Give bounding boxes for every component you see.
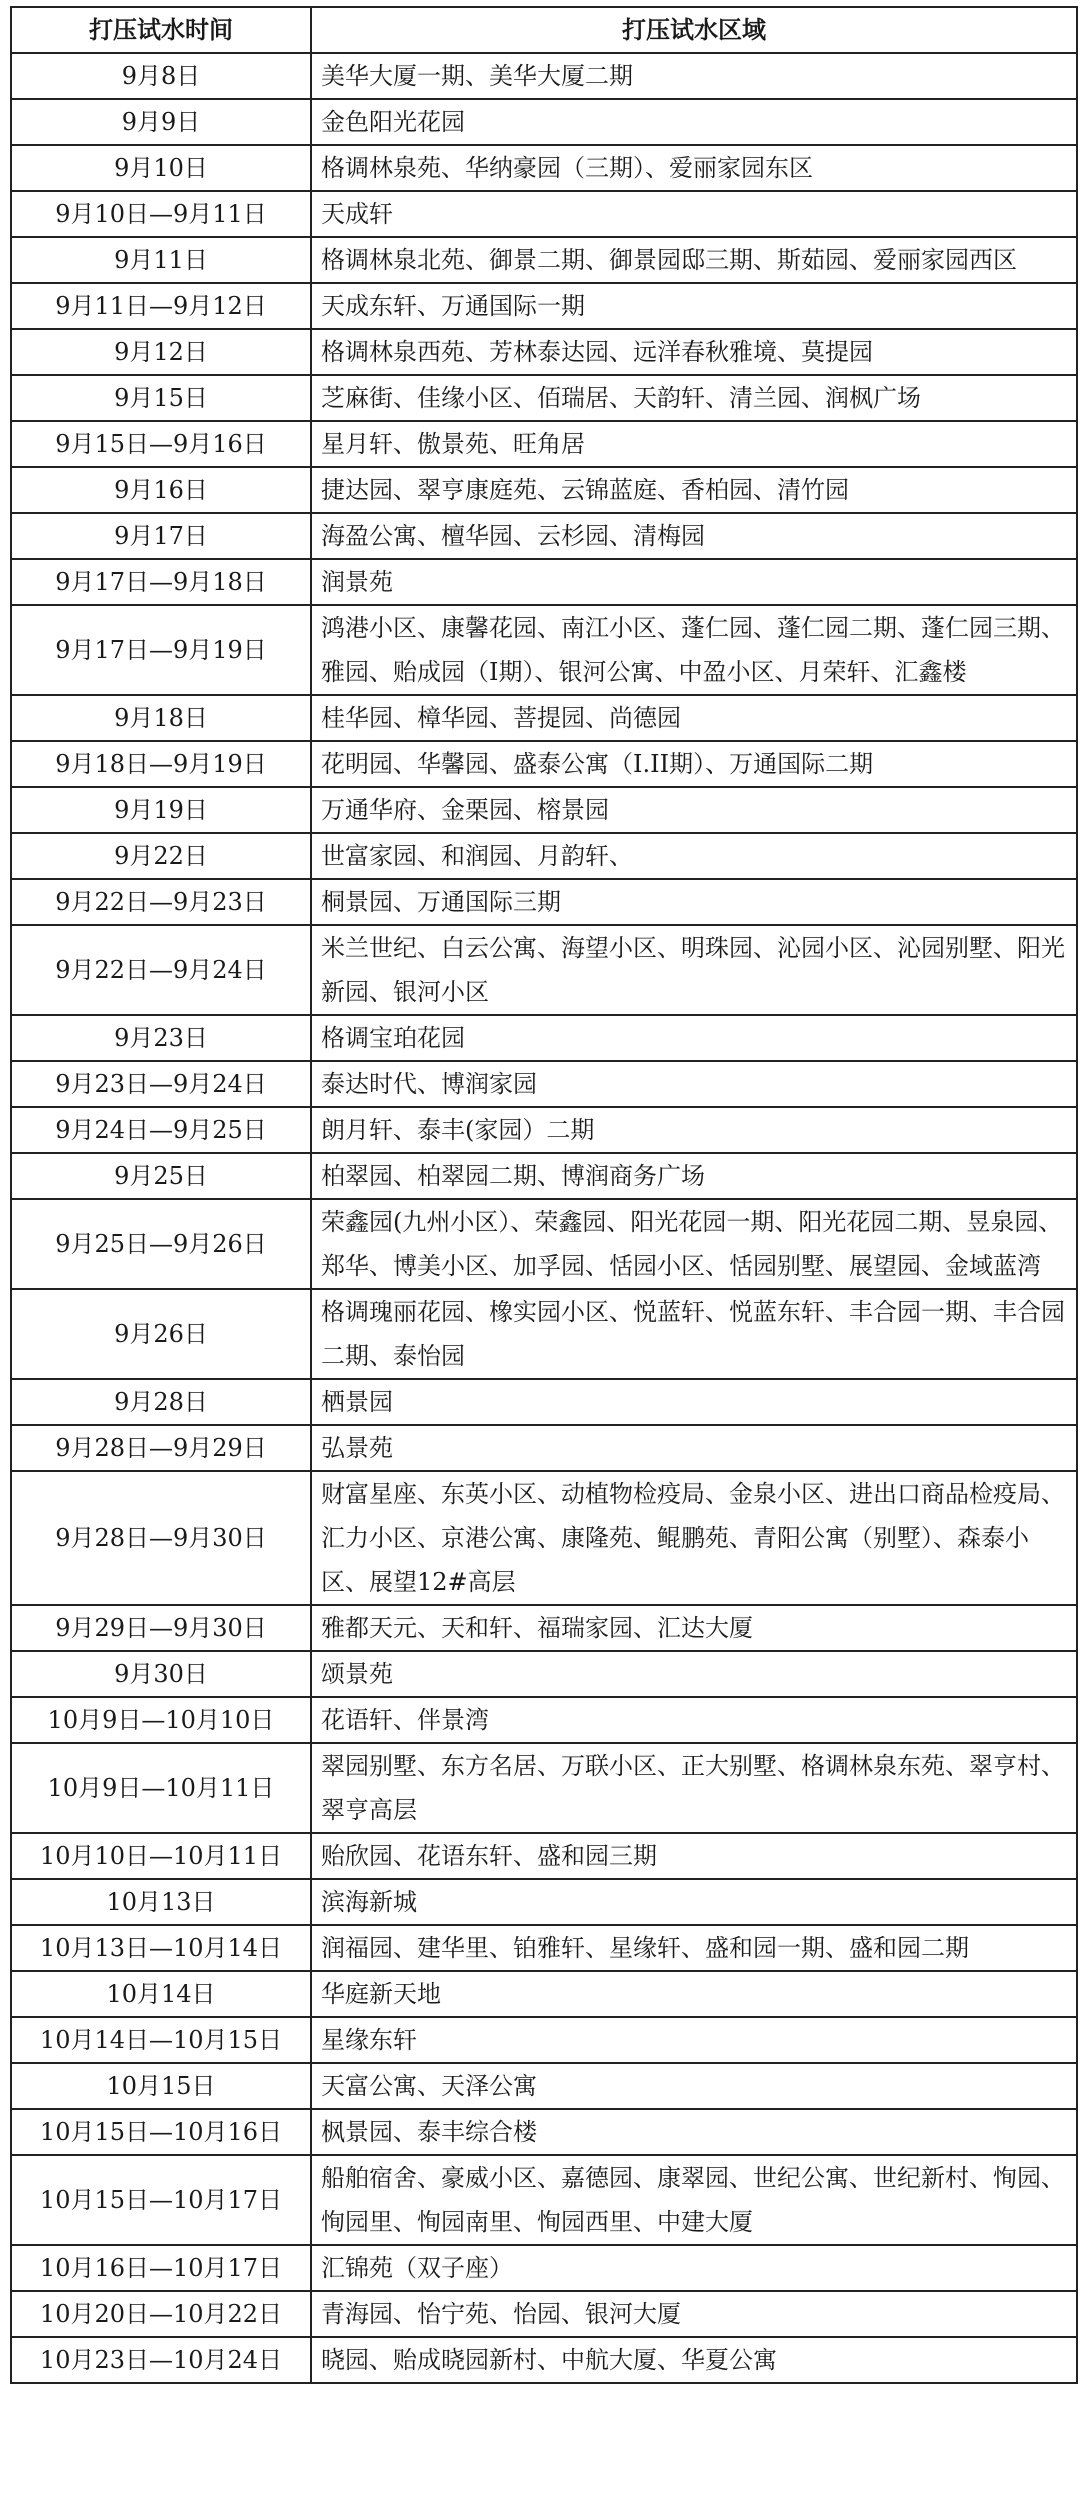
test-time-cell: 9月22日 xyxy=(11,833,311,879)
table-row xyxy=(11,467,1077,513)
table-row xyxy=(11,833,1077,879)
test-time-cell: 9月23日 xyxy=(11,1015,311,1061)
test-time-cell: 9月28日 xyxy=(11,1379,311,1425)
table-row xyxy=(11,1289,1077,1379)
table-row xyxy=(11,1199,1077,1289)
table-row xyxy=(11,1971,1077,2017)
table-row xyxy=(11,1879,1077,1925)
test-area-cell: 天富公寓、天泽公寓 xyxy=(311,2063,1077,2109)
table-row xyxy=(11,421,1077,467)
test-area-cell: 荣鑫园(九州小区）、荣鑫园、阳光花园一期、阳光花园二期、昱泉园、郑华、博美小区、加孚园、恬园小区、恬园别墅、展望园、金域蓝湾 xyxy=(311,1199,1077,1289)
table-row xyxy=(11,1925,1077,1971)
test-time-cell: 10月15日—10月16日 xyxy=(11,2109,311,2155)
test-time-cell: 9月22日—9月23日 xyxy=(11,879,311,925)
table-row xyxy=(11,191,1077,237)
table-row xyxy=(11,2063,1077,2109)
table-row xyxy=(11,1015,1077,1061)
table-row xyxy=(11,145,1077,191)
test-time-cell: 9月17日—9月19日 xyxy=(11,605,311,695)
table-row xyxy=(11,1107,1077,1153)
test-area-cell: 汇锦苑（双子座） xyxy=(311,2245,1077,2291)
header-test-area: 打压试水区域 xyxy=(311,7,1077,53)
table-row xyxy=(11,1743,1077,1833)
table-row xyxy=(11,2017,1077,2063)
test-area-cell: 财富星座、东英小区、动植物检疫局、金泉小区、进出口商品检疫局、汇力小区、京港公寓、康隆苑、鲲鹏苑、青阳公寓（别墅）、森泰小区、展望12#高层 xyxy=(311,1471,1077,1605)
table-row xyxy=(11,99,1077,145)
test-time-cell: 10月13日 xyxy=(11,1879,311,1925)
test-time-cell: 9月9日 xyxy=(11,99,311,145)
test-area-cell: 华庭新天地 xyxy=(311,1971,1077,2017)
table-row xyxy=(11,1061,1077,1107)
test-area-cell: 桂华园、樟华园、菩提园、尚德园 xyxy=(311,695,1077,741)
test-time-cell: 9月11日—9月12日 xyxy=(11,283,311,329)
test-area-cell: 润福园、建华里、铂雅轩、星缘轩、盛和园一期、盛和园二期 xyxy=(311,1925,1077,1971)
table-row xyxy=(11,1605,1077,1651)
test-area-cell: 芝麻街、佳缘小区、佰瑞居、天韵轩、清兰园、润枫广场 xyxy=(311,375,1077,421)
table-row xyxy=(11,375,1077,421)
test-area-cell: 弘景苑 xyxy=(311,1425,1077,1471)
test-area-cell: 青海园、怡宁苑、怡园、银河大厦 xyxy=(311,2291,1077,2337)
test-time-cell: 9月25日—9月26日 xyxy=(11,1199,311,1289)
table-row xyxy=(11,1153,1077,1199)
test-time-cell: 9月16日 xyxy=(11,467,311,513)
table-row xyxy=(11,2245,1077,2291)
table-row xyxy=(11,1651,1077,1697)
test-area-cell: 雅都天元、天和轩、福瑞家园、汇达大厦 xyxy=(311,1605,1077,1651)
test-time-cell: 9月30日 xyxy=(11,1651,311,1697)
table-row xyxy=(11,605,1077,695)
test-area-cell: 船舶宿舍、豪威小区、嘉德园、康翠园、世纪公寓、世纪新村、恂园、恂园里、恂园南里、恂园西里、中建大厦 xyxy=(311,2155,1077,2245)
test-area-cell: 晓园、贻成晓园新村、中航大厦、华夏公寓 xyxy=(311,2337,1077,2383)
table-row xyxy=(11,513,1077,559)
test-time-cell: 9月25日 xyxy=(11,1153,311,1199)
header-test-time: 打压试水时间 xyxy=(11,7,311,53)
table-header-row xyxy=(11,7,1077,53)
table-row xyxy=(11,741,1077,787)
test-time-cell: 10月23日—10月24日 xyxy=(11,2337,311,2383)
table-body xyxy=(11,53,1077,2383)
test-time-cell: 9月19日 xyxy=(11,787,311,833)
test-time-cell: 9月17日 xyxy=(11,513,311,559)
table-row xyxy=(11,2155,1077,2245)
test-area-cell: 格调林泉西苑、芳林泰达园、远洋春秋雅境、莫提园 xyxy=(311,329,1077,375)
table-row xyxy=(11,2337,1077,2383)
test-area-cell: 海盈公寓、檀华园、云杉园、清梅园 xyxy=(311,513,1077,559)
test-time-cell: 10月16日—10月17日 xyxy=(11,2245,311,2291)
table-row xyxy=(11,559,1077,605)
test-time-cell: 9月23日—9月24日 xyxy=(11,1061,311,1107)
test-area-cell: 鸿港小区、康馨花园、南江小区、蓬仁园、蓬仁园二期、蓬仁园三期、雅园、贻成园（I期）、银河公寓、中盈小区、月荣轩、汇鑫楼 xyxy=(311,605,1077,695)
test-time-cell: 9月29日—9月30日 xyxy=(11,1605,311,1651)
test-time-cell: 10月20日—10月22日 xyxy=(11,2291,311,2337)
test-time-cell: 10月14日 xyxy=(11,1971,311,2017)
test-area-cell: 朗月轩、泰丰(家园）二期 xyxy=(311,1107,1077,1153)
test-time-cell: 9月24日—9月25日 xyxy=(11,1107,311,1153)
test-time-cell: 9月15日—9月16日 xyxy=(11,421,311,467)
test-time-cell: 10月15日 xyxy=(11,2063,311,2109)
test-area-cell: 润景苑 xyxy=(311,559,1077,605)
test-area-cell: 格调瑰丽花园、橡实园小区、悦蓝轩、悦蓝东轩、丰合园一期、丰合园二期、泰怡园 xyxy=(311,1289,1077,1379)
test-area-cell: 花语轩、伴景湾 xyxy=(311,1697,1077,1743)
test-time-cell: 9月18日—9月19日 xyxy=(11,741,311,787)
test-area-cell: 枫景园、泰丰综合楼 xyxy=(311,2109,1077,2155)
test-area-cell: 花明园、华馨园、盛泰公寓（I.II期）、万通国际二期 xyxy=(311,741,1077,787)
test-time-cell: 10月14日—10月15日 xyxy=(11,2017,311,2063)
table-row xyxy=(11,695,1077,741)
test-time-cell: 9月10日 xyxy=(11,145,311,191)
test-area-cell: 天成轩 xyxy=(311,191,1077,237)
test-time-cell: 9月26日 xyxy=(11,1289,311,1379)
table-row xyxy=(11,787,1077,833)
test-time-cell: 9月22日—9月24日 xyxy=(11,925,311,1015)
test-area-cell: 天成东轩、万通国际一期 xyxy=(311,283,1077,329)
test-area-cell: 捷达园、翠亨康庭苑、云锦蓝庭、香柏园、清竹园 xyxy=(311,467,1077,513)
test-time-cell: 9月28日—9月30日 xyxy=(11,1471,311,1605)
test-area-cell: 世富家园、和润园、月韵轩、 xyxy=(311,833,1077,879)
test-time-cell: 9月8日 xyxy=(11,53,311,99)
table-row xyxy=(11,1833,1077,1879)
test-area-cell: 万通华府、金栗园、榕景园 xyxy=(311,787,1077,833)
table-row xyxy=(11,879,1077,925)
table-row xyxy=(11,329,1077,375)
test-area-cell: 美华大厦一期、美华大厦二期 xyxy=(311,53,1077,99)
test-area-cell: 金色阳光花园 xyxy=(311,99,1077,145)
test-time-cell: 10月15日—10月17日 xyxy=(11,2155,311,2245)
test-time-cell: 10月9日—10月10日 xyxy=(11,1697,311,1743)
test-time-cell: 10月13日—10月14日 xyxy=(11,1925,311,1971)
test-time-cell: 9月12日 xyxy=(11,329,311,375)
test-area-cell: 米兰世纪、白云公寓、海望小区、明珠园、沁园小区、沁园别墅、阳光新园、银河小区 xyxy=(311,925,1077,1015)
test-time-cell: 9月28日—9月29日 xyxy=(11,1425,311,1471)
pressure-test-schedule-table xyxy=(10,6,1078,2384)
test-area-cell: 栖景园 xyxy=(311,1379,1077,1425)
test-area-cell: 翠园别墅、东方名居、万联小区、正大别墅、格调林泉东苑、翠亨村、翠亨高层 xyxy=(311,1743,1077,1833)
test-time-cell: 10月9日—10月11日 xyxy=(11,1743,311,1833)
test-area-cell: 星缘东轩 xyxy=(311,2017,1077,2063)
table-row xyxy=(11,925,1077,1015)
table-row xyxy=(11,2109,1077,2155)
test-area-cell: 柏翠园、柏翠园二期、博润商务广场 xyxy=(311,1153,1077,1199)
table-row xyxy=(11,283,1077,329)
table-row xyxy=(11,1471,1077,1605)
table-row xyxy=(11,53,1077,99)
table-row xyxy=(11,1425,1077,1471)
test-time-cell: 9月11日 xyxy=(11,237,311,283)
test-area-cell: 格调林泉苑、华纳豪园（三期）、爱丽家园东区 xyxy=(311,145,1077,191)
test-time-cell: 9月18日 xyxy=(11,695,311,741)
table-row xyxy=(11,237,1077,283)
test-area-cell: 泰达时代、博润家园 xyxy=(311,1061,1077,1107)
test-area-cell: 星月轩、傲景苑、旺角居 xyxy=(311,421,1077,467)
test-area-cell: 滨海新城 xyxy=(311,1879,1077,1925)
test-time-cell: 10月10日—10月11日 xyxy=(11,1833,311,1879)
table-row xyxy=(11,2291,1077,2337)
table-row xyxy=(11,1697,1077,1743)
test-area-cell: 桐景园、万通国际三期 xyxy=(311,879,1077,925)
table-row xyxy=(11,1379,1077,1425)
test-area-cell: 贻欣园、花语东轩、盛和园三期 xyxy=(311,1833,1077,1879)
test-area-cell: 颂景苑 xyxy=(311,1651,1077,1697)
test-time-cell: 9月10日—9月11日 xyxy=(11,191,311,237)
test-area-cell: 格调林泉北苑、御景二期、御景园邸三期、斯茹园、爱丽家园西区 xyxy=(311,237,1077,283)
test-time-cell: 9月17日—9月18日 xyxy=(11,559,311,605)
test-time-cell: 9月15日 xyxy=(11,375,311,421)
test-area-cell: 格调宝珀花园 xyxy=(311,1015,1077,1061)
